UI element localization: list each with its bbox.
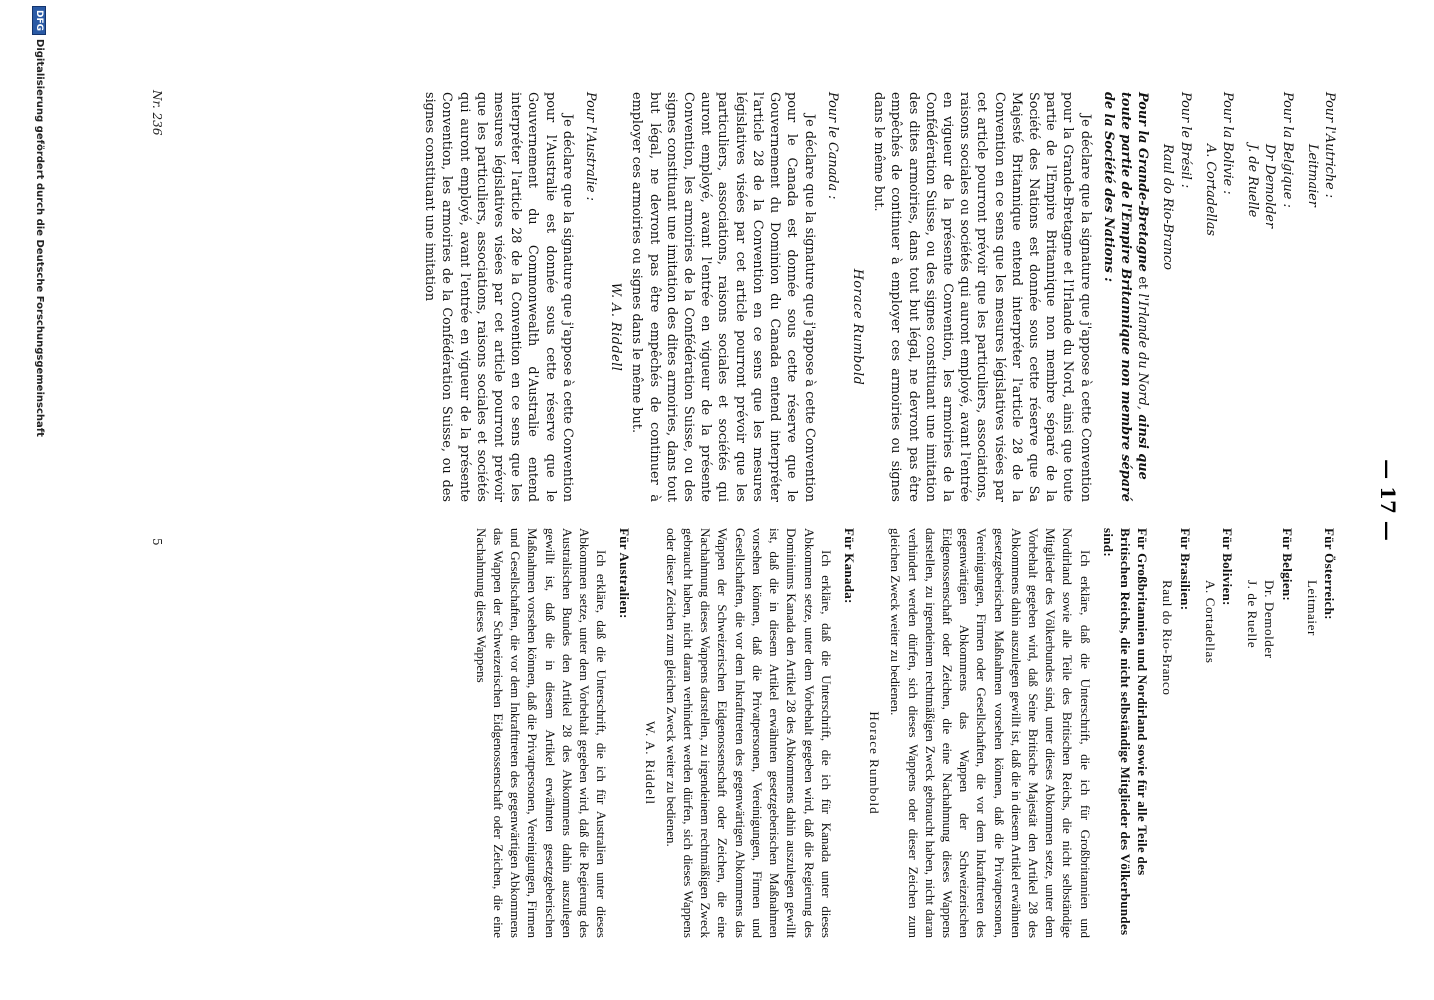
heading-bolivien: Für Bolivien: — [1219, 528, 1235, 606]
heading-belgien: Für Belgien: — [1279, 528, 1295, 602]
signature-cortadellas: A. Cortadellas — [1202, 144, 1218, 236]
heading-australie: Pour l'Australie : — [583, 92, 599, 201]
page-number-left: Nr. 236 — [150, 90, 164, 136]
signature-demolder-de: Dr. Demolder — [1262, 580, 1278, 659]
signature-ruelle: J. de Ruelle — [1245, 144, 1261, 218]
paragraph-gb: Je déclare que la signature que j'appose à cette Convention pour la Grande-Bretagne et l'Irlande du Nord, ainsi que toute partie de l'Empire Britannique non membre séparé de la Société des Nations est donnée sous cette réserve que Sa Majesté Britannique entend interpréter l'article 28 de la Convention en ce sens que les mesures législatives visées par cet article pourront prévoir que les particuliers, associations, raisons sociales ou sociétés qui auront employé, avant l'entrée en vigueur de la présente Convention, les armoiries de la Confédération Suisse, ou des signes constituant une imitation des dites armoiries, dans tout but légal, ne devront pas être empêchés de continuer à employer ces armoiries ou signes dans le même but. — [871, 92, 1093, 502]
heading-brasilien: Für Brasilien: — [1177, 528, 1193, 611]
paragraph-australien: Ich erkläre, daß die Unterschrift, die ich für Australien unter dieses Abkommen setze, unter dem Vorbehalt gegeben wird, daß die Regierung des Australischen Bundes den Artikel 28 des Abkommens dahin auszulegen gewillt ist, daß die in diesem Artikel erwähnten gesetzgeberischen Maßnahmen vorsehen können, daß die Privatpersonen, Vereinigungen, Firmen und Gesellschaften, die vor dem Inkrafttreten des gegenwärtigen Abkommens das Wappen der Schweizerischen Eidgenossenschaft oder Zeichen, die eine Nachahmung dieses Wappens — [473, 528, 610, 938]
heading-grossbritannien: Für Großbritannien und Nordirland sowie für alle Teile des Britischen Reichs, die nicht selbständige Mitglieder des Völkerbundes sind: — [1100, 528, 1151, 936]
signature-rumbold-de: Horace Rumbold — [867, 711, 883, 815]
heading-belgique: Pour la Belgique : — [1279, 92, 1295, 208]
signature-cortadellas-de: A. Cortadellas — [1202, 580, 1218, 664]
heading-grande-bretagne — [1100, 92, 1152, 502]
german-column — [465, 528, 1338, 938]
dfg-logo-icon: DFG — [32, 6, 46, 35]
paragraph-kanada: Ich erkläre, daß die Unterschrift, die ich für Kanada unter dieses Abkommen setze, unter dem Vorbehalt gegeben wird, daß die Regierung des Dominiums Kanada den Artikel 28 des Abkommens dahin auszulegen gewillt ist, daß die in diesem Artikel erwähnten gesetzgeberischen Maßnahmen vorsehen können, daß die Privatpersonen, Vereinigungen, Firmen und Gesellschaften, die vor dem Inkrafttreten des gegenwärtigen Abkommens das Wappen der Schweizerischen Eidgenossenschaft oder Zeichen, die eine Nachahmung dieses Wappens darstellen, zu irgendeinem rechtmäßigen Zweck gebraucht haben, nicht daran verhindert werden dürfen, sich dieses Wappens oder dieser Zeichen zum gleichen Zweck weiter zu bedienen. — [663, 528, 834, 938]
signature-demolder: Dr Demolder — [1262, 144, 1278, 229]
heading-canada: Pour le Canada : — [824, 92, 840, 200]
heading-bresil: Pour le Brésil : — [1177, 92, 1193, 189]
gb-heading-part4: ainsi que toute partie de l'Empire Britannique non membre séparé de la Société des Nations : — [1100, 92, 1151, 502]
heading-oesterreich: Für Österreich: — [1322, 528, 1337, 620]
heading-australien: Für Australien: — [617, 528, 633, 619]
page-number-right: 5 — [150, 538, 164, 546]
gb-heading-part3: l'Irlande du Nord, — [1135, 293, 1151, 410]
heading-bolivie: Pour la Bolivie : — [1219, 92, 1235, 195]
paragraph-canada: Je déclare que la signature que j'appose à cette Convention pour le Canada est donnée sous cette réserve que le Gouvernement du Dominion du Canada entend interpréter l'article 28 de la Convention en ce sens que les mesures législatives visées par cet article pourront prévoir que les particuliers, associations, raisons sociales et sociétés qui auront employé, avant l'entrée en vigueur de la présente Convention, les armoiries de la Confédération Suisse, ou des signes constituant une imitation des dites armoiries, dans tout but légal, ne devront pas être empêchés de continuer à employer ces armoiries ou signes dans le même but. — [629, 92, 817, 502]
heading-autriche: Pour l'Autriche : — [1322, 92, 1337, 199]
signature-leitmaier: Leitmaier — [1304, 144, 1320, 207]
digitization-notice — [32, 6, 46, 996]
digitization-text: Digitalisierung gefördert durch die Deutsche Forschungsgemeinschaft — [34, 39, 45, 437]
signature-rio-branco-de: Raul do Rio-Branco — [1160, 580, 1176, 696]
signature-rio-branco: Raul do Rio-Branco — [1160, 144, 1176, 270]
signature-leitmaier-de: Leitmaier — [1304, 580, 1320, 636]
french-column — [413, 92, 1338, 502]
heading-kanada: Für Kanada: — [841, 528, 857, 604]
paragraph-grossbritannien: Ich erkläre, daß die Unterschrift, die ich für Großbritannien und Nordirland sowie alle Teile des Britischen Reichs, die nicht selbständige Mitglieder des Völkerbundes sind, unter dieses Abkommen setze, unter dem Vorbehalt gegeben wird, daß Seine Britische Majestät den Artikel 28 des Abkommens dahin auszulegen gewillt ist, daß die in diesem Artikel erwähnten gesetzgeberischen Maßnahmen vorsehen können, daß die Privatpersonen, Vereinigungen, Firmen oder Gesellschaften, die vor dem Inkrafttreten des gegenwärtigen Abkommens das Wappen der Schweizerischen Eidgenossenschaft oder Zeichen, die eine Nachahmung dieses Wappens darstellen, zu irgendeinem rechtmäßigen Zweck gebraucht haben, nicht daran verhindert werden dürfen, sich dieses Wappens oder dieser Zeichen zum gleichen Zweck weiter zu bedienen. — [888, 528, 1093, 938]
signature-ruelle-de: J. de Ruelle — [1245, 580, 1261, 649]
paragraph-australie: Je déclare que la signature que j'appose à cette Convention pour l'Australie est donnée sous cette réserve que le Gouvernement du Commonwealth d'Australie entend interpréter l'article 28 de la Convention en ce sens que les mesures législatives visées par cet article pourront prévoir que les particuliers, associations, raisons sociales et sociétés qui auront employé, avant l'entrée en vigueur de la présente Convention, les armoiries de la Confédération Suisse, ou des signes constituant une imitation — [422, 92, 575, 502]
signature-riddell-de: W. A. Riddell — [642, 720, 658, 806]
page-header: — 17 — — [1376, 459, 1400, 541]
gb-heading-part1: Pour la Grande-Bretagne — [1135, 92, 1151, 272]
signature-rumbold: Horace Rumbold — [849, 268, 865, 386]
gb-heading-part2: et — [1135, 276, 1151, 290]
signature-riddell: W. A. Riddell — [608, 282, 624, 372]
